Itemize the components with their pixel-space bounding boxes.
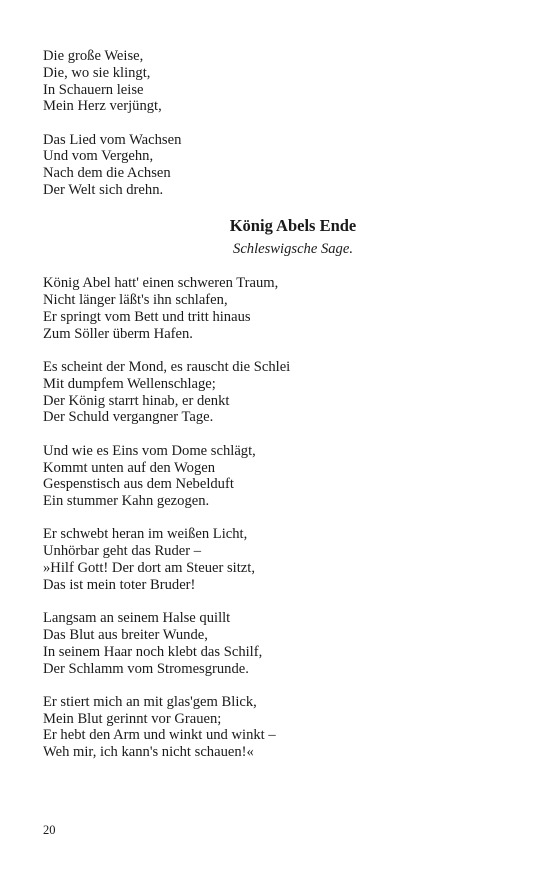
verse-line: Er stiert mich an mit glas'gem Blick, xyxy=(43,693,257,710)
verse-line: Ein stummer Kahn gezogen. xyxy=(43,493,210,510)
verse-line: Unhörbar geht das Ruder – xyxy=(43,543,202,560)
verse-line: Mit dumpfem Wellenschlage; xyxy=(43,375,216,392)
verse-line: Der Schlamm vom Stromesgrunde. xyxy=(43,660,249,677)
verse-line: Und vom Vergehn, xyxy=(43,148,154,165)
verse-line: Er hebt den Arm und winkt und winkt – xyxy=(43,727,276,744)
verse-line: Er springt vom Bett und tritt hinaus xyxy=(43,308,251,325)
verse-line: Es scheint der Mond, es rauscht die Schlei xyxy=(43,359,291,376)
stanza xyxy=(43,275,513,342)
poem xyxy=(43,275,513,761)
stanza xyxy=(43,48,513,115)
stanza xyxy=(43,443,513,510)
verse-line: Er schwebt heran im weißen Licht, xyxy=(43,526,248,543)
verse-line: Mein Blut gerinnt vor Grauen; xyxy=(43,710,222,727)
verse-line: Der Welt sich drehn. xyxy=(43,182,164,199)
verse-line: Der Schuld vergangner Tage. xyxy=(43,409,214,426)
verse-line: Langsam an seinem Halse quillt xyxy=(43,610,231,627)
verse-line: Zum Söller überm Hafen. xyxy=(43,325,193,342)
poem-heading xyxy=(43,215,513,259)
verse-line: König Abel hatt' einen schweren Traum, xyxy=(43,275,279,292)
page-body xyxy=(43,48,513,778)
verse-line: Die, wo sie klingt, xyxy=(43,64,151,81)
verse-line: Das ist mein toter Bruder! xyxy=(43,576,196,593)
verse-line: In Schauern leise xyxy=(43,81,144,98)
stanza xyxy=(43,359,513,426)
stanza xyxy=(43,526,513,593)
verse-line: Mein Herz verjüngt, xyxy=(43,98,162,115)
stanza xyxy=(43,610,513,677)
verse-line: Nicht länger läßt's ihn schlafen, xyxy=(43,292,228,309)
verse-line: Das Blut aus breiter Wunde, xyxy=(43,626,208,643)
poem-subtitle: Schleswigsche Sage. xyxy=(233,241,353,258)
verse-line: Der König starrt hinab, er denkt xyxy=(43,392,230,409)
verse-line: Gespenstisch aus dem Nebelduft xyxy=(43,476,234,493)
verse-line: Die große Weise, xyxy=(43,48,144,64)
verse-line: Und wie es Eins vom Dome schlägt, xyxy=(43,442,256,459)
stanza xyxy=(43,694,513,761)
verse-line: Das Lied vom Wachsen xyxy=(43,131,182,148)
poem-title: König Abels Ende xyxy=(229,216,357,236)
stanza xyxy=(43,132,513,199)
verse-line: Weh mir, ich kann's nicht schauen!« xyxy=(43,744,254,761)
verse-line: »Hilf Gott! Der dort am Steuer sitzt, xyxy=(43,560,255,577)
verse-line: In seinem Haar noch klebt das Schilf, xyxy=(43,643,263,660)
verse-line: Nach dem die Achsen xyxy=(43,165,171,182)
page-number: 20 xyxy=(43,823,56,837)
previous-poem xyxy=(43,48,513,199)
verse-line: Kommt unten auf den Wogen xyxy=(43,459,216,476)
